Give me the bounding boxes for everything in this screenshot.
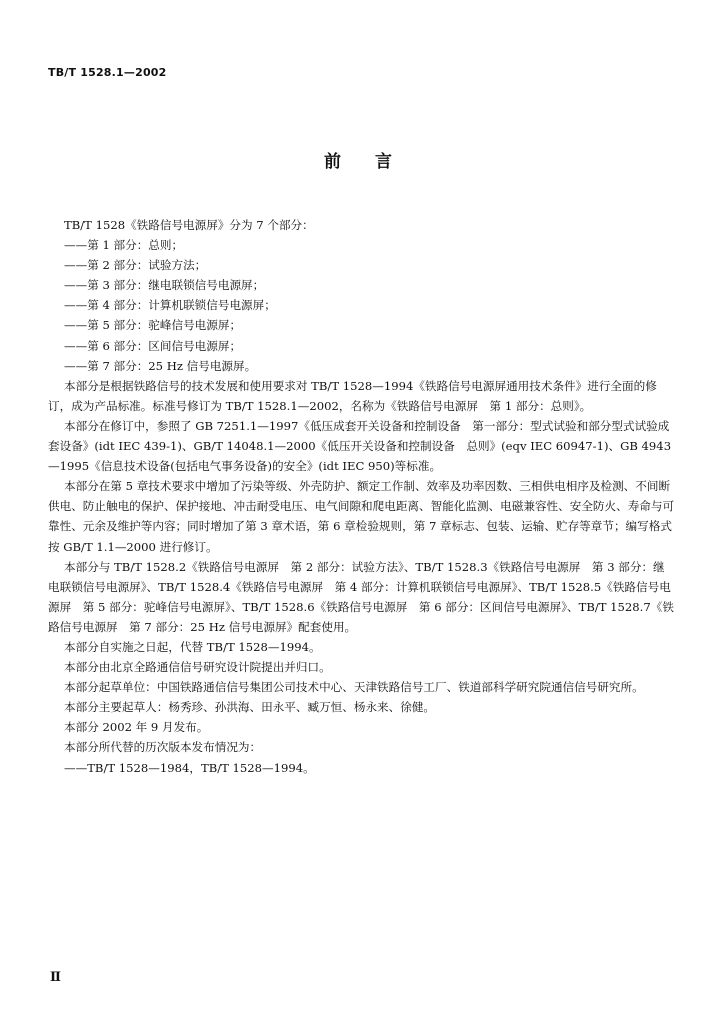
paragraph-supersedes: 本部分自实施之日起，代替 TB/T 1528—1994。 [64, 639, 321, 654]
part-item-7: ——第 7 部分：25 Hz 信号电源屏。 [64, 358, 257, 373]
paragraph-proposer: 本部分由北京全路通信信号研究设计院提出并归口。 [64, 660, 331, 675]
part-item-3: ——第 3 部分：继电联锁信号电源屏； [64, 278, 265, 293]
paragraph-companion-parts: 本部分与 TB/T 1528.2《铁路信号电源屏 第 2 部分：试验方法》、TB/T 1528.3《铁路信号电源屏 第 3 部分：继电联锁信号电源屏》、TB/T 1528.4《铁路信号电源屏 第 4 部分：计算机联锁信号电源屏》、TB/T 1528.5《铁路信号电源屏 第 5 部分：驼峰信号电源屏》、TB/T 1528.6《铁路信号电源屏 第 6 部分：区间信号电源屏》、TB/T 1528.7《铁路信号电源屏 第 7 部分：25 Hz 信号电源屏》配套使用。 [48, 559, 674, 634]
standard-number-header: TB/T 1528.1—2002 [48, 66, 167, 79]
paragraph-revision: 本部分是根据铁路信号的技术发展和使用要求对 TB/T 1528—1994《铁路信号电源屏通用技术条件》进行全面的修订，成为产品标准。标准号修订为 TB/T 1528.1—2002，名称为《铁路信号电源屏 第 1 部分：总则》。 [48, 378, 657, 413]
part-item-6: ——第 6 部分：区间信号电源屏； [64, 338, 242, 353]
paragraph-block [48, 376, 676, 778]
paragraph-release-date: 本部分 2002 年 9 月发布。 [64, 720, 209, 735]
page-number: Ⅱ [50, 970, 61, 985]
paragraph-references: 本部分在修订中，参照了 GB 7251.1—1997《低压成套开关设备和控制设备 第一部分：型式试验和部分型式试验成套设备》(idt IEC 439-1)、GB/T 14048.1—2000《低压开关设备和控制设备 总则》(eqv IEC 60947-1)、GB 4943—1995《信息技术设备(包括电气事务设备)的安全》(idt IEC 950)等标准。 [48, 418, 672, 474]
paragraph-drafters: 本部分主要起草人：杨秀珍、孙洪海、田永平、臧万恒、杨永来、徐健。 [64, 700, 436, 715]
paragraph-drafting-units: 本部分起草单位：中国铁路通信信号集团公司技术中心、天津铁路信号工厂、铁道部科学研究院通信信号研究所。 [64, 680, 644, 695]
list-intro: TB/T 1528《铁路信号电源屏》分为 7 个部分： [64, 218, 314, 232]
document-body [48, 215, 676, 778]
part-item-5: ——第 5 部分：驼峰信号电源屏； [64, 318, 242, 333]
part-item-2: ——第 2 部分：试验方法； [64, 258, 207, 273]
paragraph-history-intro: 本部分所代替的历次版本发布情况为： [64, 740, 262, 755]
page-title: 前言 [324, 152, 426, 172]
part-item-1: ——第 1 部分：总则； [64, 238, 184, 253]
paragraph-history-list: ——TB/T 1528—1984，TB/T 1528—1994。 [64, 760, 315, 775]
part-item-4: ——第 4 部分：计算机联锁信号电源屏； [64, 298, 276, 313]
paragraph-additions: 本部分在第 5 章技术要求中增加了污染等级、外壳防护、额定工作制、效率及功率因数、三相供电相序及检测、不间断供电、防止触电的保护、保护接地、冲击耐受电压、电气间隙和爬电距离、智能化监测、电磁兼容性、安全防火、寿命与可靠性、元余及维护等内容；同时增加了第 3 章术语，第 6 章检验规则，第 7 章标志、包装、运输、贮存等章节；编写格式按 GB/T 1.1—2000 进行修订。 [48, 479, 675, 554]
